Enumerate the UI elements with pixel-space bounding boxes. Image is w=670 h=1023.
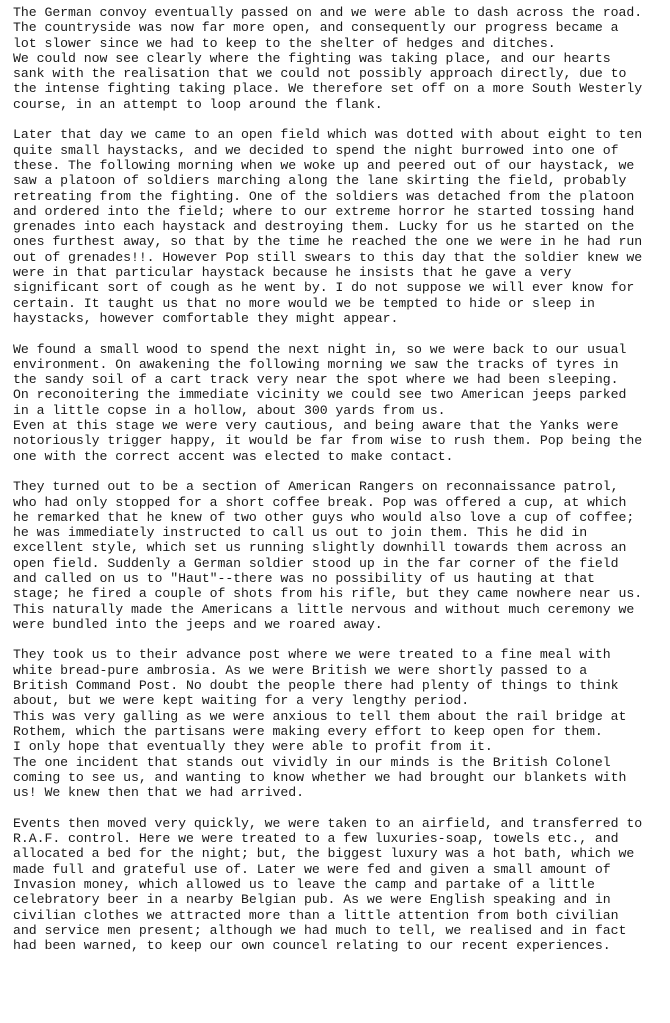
text-line: white bread-pure ambrosia. As we were British we were shortly passed to a (13, 662, 588, 678)
text-line: were in that particular haystack because he insists that he gave a very (13, 265, 572, 281)
text-line: made full and grateful use of. Later we were fed and given a small amount of (13, 861, 611, 877)
text-line: civilian clothes we attracted more than a little attention from both civilian (13, 907, 619, 923)
text-line: the sandy soil of a cart track very near the spot where we had been sleeping. (13, 372, 619, 388)
text-line: who had only stopped for a short coffee break. Pop was offered a cup, at which (13, 494, 627, 510)
text-line: in a little copse in a hollow, about 300 yards from us. (13, 402, 446, 418)
paragraph (13, 342, 663, 464)
text-line: retreating from the fighting. One of the soldiers was detached from the platoon (13, 188, 635, 204)
text-line: allocated a bed for the night; but, the biggest luxury was a hot bath, which we (13, 846, 635, 862)
text-line: Even at this stage we were very cautious, and being aware that the Yanks were (13, 418, 619, 434)
text-line: significant sort of cough as he went by. I do not suppose we will ever know for (13, 280, 635, 296)
text-line: Rothem, which the partisans were making every effort to keep open for them. (13, 723, 603, 739)
paragraph (13, 816, 663, 954)
text-line: celebratory beer in a nearby Belgian pub. As we were English speaking and in (13, 892, 611, 908)
text-line: and ordered into the field; where to our extreme horror he started tossing hand (13, 203, 635, 219)
text-line: were bundled into the jeeps and we roared away. (13, 616, 383, 632)
text-line: They turned out to be a section of American Rangers on reconnaissance patrol, (13, 479, 619, 495)
text-line: certain. It taught us that no more would we be tempted to hide or sleep in (13, 295, 595, 311)
text-line: ones furthest away, so that by the time he reached the one we were in he had run (13, 234, 643, 250)
text-line: We found a small wood to spend the next night in, so we were back to our usual (13, 341, 627, 357)
text-line: sank with the realisation that we could not possibly approach directly, due to (13, 66, 627, 82)
text-line: about, but we were kept waiting for a very lengthy period. (13, 693, 470, 709)
text-line: haystacks, however comfortable they might appear. (13, 310, 399, 326)
text-line: he remarked that he knew of two other guys who would also love a cup of coffee; (13, 509, 635, 525)
text-line: the intense fighting taking place. We therefore set off on a more South Westerly (13, 81, 643, 97)
text-line: Events then moved very quickly, we were taken to an airfield, and transferred to (13, 815, 643, 831)
text-line: quite small haystacks, and we decided to spend the night burrowed into one of (13, 142, 619, 158)
text-line: he was immediately instructed to call us out to join them. This he did in (13, 525, 588, 541)
text-line: coming to see us, and wanting to know whether we had brought our blankets with (13, 769, 627, 785)
paragraph (13, 5, 663, 112)
paragraph (13, 647, 663, 800)
text-line: Later that day we came to an open field which was dotted with about eight to ten (13, 127, 643, 143)
text-line: had been warned, to keep our own councel relating to our recent experiences. (13, 938, 611, 954)
text-line: We could now see clearly where the fighting was taking place, and our hearts (13, 50, 611, 66)
text-line: and service men present; although we had much to tell, we realised and in fact (13, 922, 627, 938)
text-line: these. The following morning when we woke up and peered out of our haystack, we (13, 157, 635, 173)
text-line: one with the correct accent was elected to make contact. (13, 448, 454, 464)
text-line: us! We knew then that we had arrived. (13, 785, 304, 801)
text-line: British Command Post. No doubt the people there had plenty of things to think (13, 678, 619, 694)
typed-document-page (13, 5, 663, 969)
text-line: out of grenades!!. However Pop still swears to this day that the soldier knew we (13, 249, 643, 265)
text-line: environment. On awakening the following morning we saw the tracks of tyres in (13, 356, 619, 372)
text-line: saw a platoon of soldiers marching along the lane skirting the field, probably (13, 173, 627, 189)
text-line: The countryside was now far more open, and consequently our progress became a (13, 20, 619, 36)
text-line: excellent style, which set us running slightly downhill towards them across an (13, 540, 627, 556)
text-line: They took us to their advance post where we were treated to a fine meal with (13, 647, 611, 663)
paragraph (13, 479, 663, 632)
text-line: and called on us to "Haut"--there was no possibility of us hauting at that (13, 570, 595, 586)
text-line: I only hope that eventually they were able to profit from it. (13, 739, 493, 755)
text-line: lot slower since we had to keep to the shelter of hedges and ditches. (13, 35, 556, 51)
text-line: grenades into each haystack and destroying them. Lucky for us he started on the (13, 219, 635, 235)
text-line: Invasion money, which allowed us to leave the camp and partake of a little (13, 876, 595, 892)
text-line: open field. Suddenly a German soldier stood up in the far corner of the field (13, 555, 619, 571)
text-line: The one incident that stands out vividly in our minds is the British Colonel (13, 754, 611, 770)
text-line: This naturally made the Americans a little nervous and without much ceremony we (13, 601, 635, 617)
text-line: On reconoitering the immediate vicinity we could see two American jeeps parked (13, 387, 627, 403)
paragraph (13, 127, 663, 326)
text-line: This was very galling as we were anxious to tell them about the rail bridge at (13, 708, 627, 724)
text-line: The German convoy eventually passed on and we were able to dash across the road. (13, 5, 643, 20)
text-line: R.A.F. control. Here we were treated to a few luxuries-soap, towels etc., and (13, 831, 619, 847)
text-line: notoriously trigger happy, it would be far from wise to rush them. Pop being the (13, 433, 643, 449)
text-line: course, in an attempt to loop around the flank. (13, 96, 383, 112)
text-line: stage; he fired a couple of shots from his rifle, but they came nowhere near us. (13, 586, 643, 602)
